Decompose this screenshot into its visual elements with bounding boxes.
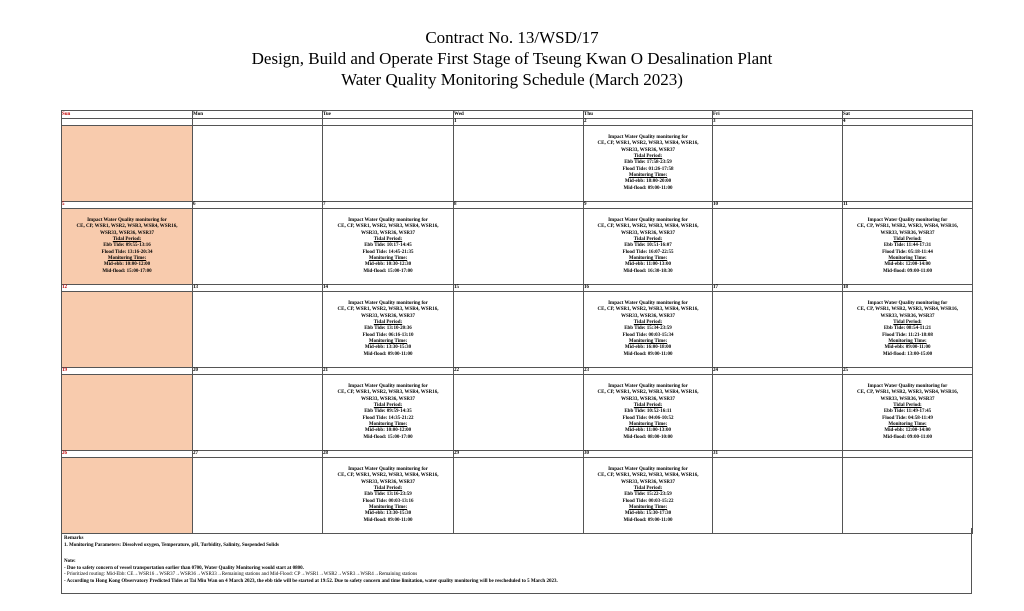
event-line3: WSR33, WSR36, WSR37 [880,313,935,319]
event-line2: CE, CP, WSR1, WSR2, WSR3, WSR4, WSR16, [597,224,699,230]
event-midebb: Mid-ebb: 13:30-15:30 [364,511,412,517]
event-flood: Flood Tide: 00:03-13:16 [362,498,414,504]
monitoring-event [584,301,712,358]
event-midebb: Mid-ebb: 12:00-14:00 [884,428,931,434]
event-ebb: Ebb Tide: 13:16-23:59 [364,492,412,498]
event-monitor-label: Monitoring Time: [628,172,668,178]
event-line2: CE, CP, WSR1, WSR2, WSR3, WSR4, WSR16, [857,307,958,313]
event-ebb: Ebb Tide: 09:59-14:35 [364,409,412,415]
date-number: 9 [584,202,713,209]
event-monitor-label: Monitoring Time: [888,421,927,427]
event-line2: CE, CP, WSR1, WSR2, WSR3, WSR4, WSR16, [857,390,958,396]
event-line3: WSR33, WSR36, WSR37 [621,147,675,153]
event-line1: Impact Water Quality monitoring for [867,384,948,390]
note-1: - Due to safety concern of vessel transportation earlier than 0700, Water Quality Monitoring would start at 0800. [64,565,304,571]
event-midflood: Mid-flood: 09:00-11:00 [882,268,933,274]
date-number: 31 [713,451,843,458]
date-number: 29 [454,451,584,458]
event-midflood: Mid-flood: 15:00-17:00 [363,434,413,440]
day-cell [193,375,323,451]
monitoring-event [584,218,712,275]
event-flood: Flood Tide: 05:18-11:44 [882,249,933,255]
remarks-heading: Remarks [64,536,84,541]
event-midflood: Mid-flood: 15:00-17:00 [363,268,413,274]
event-line2: CE, CP, WSR1, WSR2, WSR3, WSR4, WSR16, [597,141,699,147]
day-cell [62,292,193,368]
date-number [843,451,973,458]
date-number: 3 [713,119,843,126]
day-cell [843,209,973,285]
date-number: 8 [454,202,584,209]
event-tidal-label: Tidal Period: [112,237,142,243]
day-cell [193,126,323,202]
event-monitor-label: Monitoring Time: [368,255,408,261]
monitoring-event [584,467,712,524]
event-line3: WSR33, WSR36, WSR37 [621,313,675,319]
event-midflood: Mid-flood: 09:00-11:00 [623,517,673,523]
remarks-item-1: 1. Monitoring Parameters: Dissolved oxygen, Temperature, pH, Turbidity, Salinity, Suspended Solids [64,542,279,548]
event-monitor-label: Monitoring Time: [107,255,147,261]
event-line2: CE, CP, WSR1, WSR2, WSR3, WSR4, WSR16, [337,473,439,479]
date-number: 15 [454,285,584,292]
event-line3: WSR33, WSR36, WSR37 [621,479,675,485]
event-line2: CE, CP, WSR1, WSR2, WSR3, WSR4, WSR16, [597,390,699,396]
date-number: 7 [323,202,454,209]
weekday-header-thu: Thu [584,111,713,119]
monitoring-calendar [61,110,973,534]
day-cell [713,292,843,368]
event-midflood: Mid-flood: 09:00-11:00 [623,185,673,191]
date-number: 26 [62,451,193,458]
day-cell [323,458,454,534]
event-line1: Impact Water Quality monitoring for [348,301,428,307]
date-number: 24 [713,368,843,375]
day-cell [843,126,973,202]
document-title [0,27,1024,90]
event-ebb: Ebb Tide: 17:58-23:59 [624,160,672,166]
date-number [62,119,193,126]
event-line2: CE, CP, WSR1, WSR2, WSR3, WSR4, WSR16, [76,224,178,230]
weekday-header-row [62,111,973,119]
event-ebb: Ebb Tide: 10:17-14:45 [364,243,412,249]
event-monitor-label: Monitoring Time: [628,421,668,427]
event-line2: CE, CP, WSR1, WSR2, WSR3, WSR4, WSR16, [857,224,958,230]
monitoring-event [584,135,712,192]
event-monitor-label: Monitoring Time: [888,338,927,344]
date-number: 25 [843,368,973,375]
title-line-3: Water Quality Monitoring Schedule (March 2023) [341,70,683,89]
event-midflood: Mid-flood: 16:30-18:30 [623,268,673,274]
event-midebb: Mid-ebb: 15:30-17:30 [624,511,672,517]
date-number-row [62,202,973,209]
day-cell [323,126,454,202]
event-line2: CE, CP, WSR1, WSR2, WSR3, WSR4, WSR16, [337,390,439,396]
date-number: 5 [62,202,193,209]
event-flood: Flood Tide: 14:35-21:22 [362,415,414,421]
event-monitor-label: Monitoring Time: [628,255,668,261]
event-line1: Impact Water Quality monitoring for [608,301,688,307]
event-midebb: Mid-ebb: 10:30-12:30 [364,262,412,268]
day-cell [584,126,713,202]
event-monitor-label: Monitoring Time: [628,338,668,344]
event-tidal-label: Tidal Period: [633,320,663,326]
day-cell [323,292,454,368]
date-number: 11 [843,202,973,209]
date-number: 13 [193,285,323,292]
day-cell [843,292,973,368]
event-line1: Impact Water Quality monitoring for [87,218,167,224]
remarks-section [61,528,972,594]
date-number-row [62,285,973,292]
event-line1: Impact Water Quality monitoring for [608,218,688,224]
weekday-header-wed: Wed [454,111,584,119]
event-tidal-label: Tidal Period: [893,320,922,326]
monitoring-event [584,384,712,441]
event-midebb: Mid-ebb: 12:00-14:00 [884,262,931,268]
note-3: - According to Hong Kong Observatory Predicted Tides at Tai Miu Wan on 4 March 2023, the ebb tide will be started at 19:52. Due to safety concern and time limitation, water quality monitoring will be rescheduled to 5 March 2023. [64,578,558,584]
day-cell [454,292,584,368]
day-cell [584,292,713,368]
event-line3: WSR33, WSR36, WSR37 [361,396,415,402]
date-number: 21 [323,368,454,375]
monitoring-event [843,384,972,441]
event-midflood: Mid-flood: 09:00-11:00 [363,351,413,357]
date-number: 14 [323,285,454,292]
event-ebb: Ebb Tide: 10:52-16:11 [624,409,672,415]
date-number-row [62,368,973,375]
date-number: 27 [193,451,323,458]
event-tidal-label: Tidal Period: [373,320,403,326]
event-midebb: Mid-ebb: 09:00-11:00 [884,345,931,351]
event-midebb: Mid-ebb: 11:00-13:00 [625,428,671,434]
schedule-row [62,292,973,368]
event-line3: WSR33, WSR36, WSR37 [100,230,154,236]
event-flood: Flood Tide: 04:06-10:52 [622,415,674,421]
day-cell [454,126,584,202]
event-midebb: Mid-ebb: 18:00-20:00 [624,179,672,185]
event-monitor-label: Monitoring Time: [368,504,408,510]
event-tidal-label: Tidal Period: [373,237,403,243]
date-number-row [62,119,973,126]
event-tidal-label: Tidal Period: [373,486,403,492]
event-ebb: Ebb Tide: 15:22-23:59 [624,492,672,498]
title-line-1: Contract No. 13/WSD/17 [425,28,599,47]
date-number: 22 [454,368,584,375]
event-line3: WSR33, WSR36, WSR37 [621,396,675,402]
event-flood: Flood Tide: 01:26-17:58 [622,166,674,172]
day-cell [193,458,323,534]
event-flood: Flood Tide: 11:21-18:08 [882,332,933,338]
event-ebb: Ebb Tide: 10:51-16:07 [624,243,672,249]
day-cell [454,209,584,285]
event-flood: Flood Tide: 00:03-15:34 [622,332,674,338]
schedule-row [62,375,973,451]
event-tidal-label: Tidal Period: [893,237,922,243]
date-number [323,119,454,126]
weekday-header-fri: Fri [713,111,843,119]
date-number: 1 [454,119,584,126]
event-line3: WSR33, WSR36, WSR37 [361,313,415,319]
event-line2: CE, CP, WSR1, WSR2, WSR3, WSR4, WSR16, [337,307,439,313]
event-tidal-label: Tidal Period: [633,154,663,160]
event-flood: Flood Tide: 04:58-11:49 [882,415,933,421]
date-number: 18 [843,285,973,292]
date-number: 2 [584,119,713,126]
day-cell [843,375,973,451]
event-flood: Flood Tide: 06:16-13:10 [362,332,414,338]
date-number: 30 [584,451,713,458]
event-line1: Impact Water Quality monitoring for [608,384,688,390]
event-midflood: Mid-flood: 09:00-11:00 [623,351,673,357]
event-tidal-label: Tidal Period: [373,403,403,409]
weekday-header-tue: Tue [323,111,454,119]
day-cell [62,126,193,202]
day-cell [454,458,584,534]
event-midebb: Mid-ebb: 13:30-15:30 [364,345,412,351]
date-number: 19 [62,368,193,375]
event-flood: Flood Tide: 00:03-15:22 [622,498,674,504]
monitoring-event [62,218,192,275]
event-tidal-label: Tidal Period: [893,403,922,409]
date-number: 12 [62,285,193,292]
date-number: 20 [193,368,323,375]
event-line1: Impact Water Quality monitoring for [608,135,688,141]
monitoring-event [843,301,972,358]
day-cell [713,375,843,451]
event-ebb: Ebb Tide: 15:34-23:59 [624,326,672,332]
event-line2: CE, CP, WSR1, WSR2, WSR3, WSR4, WSR16, [597,473,699,479]
monitoring-event [323,218,453,275]
title-line-2: Design, Build and Operate First Stage of Tseung Kwan O Desalination Plant [251,49,773,68]
weekday-header-mon: Mon [193,111,323,119]
event-ebb: Ebb Tide: 09:55-13:16 [103,243,151,249]
event-line1: Impact Water Quality monitoring for [867,301,948,307]
event-line1: Impact Water Quality monitoring for [608,467,688,473]
date-number: 4 [843,119,973,126]
event-tidal-label: Tidal Period: [633,486,663,492]
date-number: 17 [713,285,843,292]
event-tidal-label: Tidal Period: [633,237,663,243]
event-midflood: Mid-flood: 09:00-11:00 [882,434,933,440]
schedule-row [62,126,973,202]
event-line2: CE, CP, WSR1, WSR2, WSR3, WSR4, WSR16, [337,224,439,230]
event-tidal-label: Tidal Period: [633,403,663,409]
date-number-row [62,451,973,458]
event-line1: Impact Water Quality monitoring for [348,384,428,390]
event-midebb: Mid-ebb: 11:00-13:00 [625,262,671,268]
event-flood: Flood Tide: 14:45-21:35 [362,249,414,255]
day-cell [713,209,843,285]
date-number [193,119,323,126]
event-line1: Impact Water Quality monitoring for [348,467,428,473]
note-2: - Prioritized routing: Mid-Ebb: CE→WSR16→WSR37→WSR36→WSR33→Remaining stations and Mid-Flood: CP→WSR1→WSR2→WSR3→WSR4→Remaining stations [64,572,418,577]
weekday-header-sat: Sat [843,111,973,119]
event-midflood: Mid-flood: 09:00-11:00 [363,517,413,523]
event-ebb: Ebb Tide: 13:10-20:36 [364,326,412,332]
date-number: 10 [713,202,843,209]
schedule-row [62,458,973,534]
monitoring-event [843,218,972,275]
day-cell [454,375,584,451]
event-ebb: Ebb Tide: 11:49-17:45 [883,409,932,415]
monitoring-event [323,467,453,524]
event-midebb: Mid-ebb: 10:00-12:00 [103,262,151,268]
monitoring-event [323,384,453,441]
event-flood: Flood Tide: 16:07-22:55 [622,249,674,255]
weekday-header-sun: Sun [62,111,193,119]
day-cell [584,458,713,534]
day-cell [323,375,454,451]
event-midflood: Mid-flood: 15:00-17:00 [102,268,152,274]
day-cell [584,375,713,451]
day-cell [713,126,843,202]
event-line1: Impact Water Quality monitoring for [348,218,428,224]
day-cell [713,458,843,534]
event-line3: WSR33, WSR36, WSR37 [880,230,935,236]
date-number: 16 [584,285,713,292]
day-cell [62,209,193,285]
event-line3: WSR33, WSR36, WSR37 [621,230,675,236]
event-midebb: Mid-ebb: 16:00-18:00 [624,345,672,351]
date-number: 6 [193,202,323,209]
event-midflood: Mid-flood: 13:00-15:00 [882,351,933,357]
monitoring-event [323,301,453,358]
day-cell [843,458,973,534]
event-ebb: Ebb Tide: 11:44-17:31 [883,243,932,249]
event-line2: CE, CP, WSR1, WSR2, WSR3, WSR4, WSR16, [597,307,699,313]
event-ebb: Ebb Tide: 08:54-11:21 [883,326,932,332]
day-cell [323,209,454,285]
note-heading: Note: [64,559,76,564]
event-monitor-label: Monitoring Time: [628,504,668,510]
day-cell [62,375,193,451]
date-number: 23 [584,368,713,375]
schedule-row [62,209,973,285]
event-monitor-label: Monitoring Time: [368,421,408,427]
event-monitor-label: Monitoring Time: [888,255,927,261]
day-cell [584,209,713,285]
event-midebb: Mid-ebb: 10:00-12:00 [364,428,412,434]
event-line3: WSR33, WSR36, WSR37 [361,230,415,236]
event-line3: WSR33, WSR36, WSR37 [880,396,935,402]
event-line1: Impact Water Quality monitoring for [867,218,948,224]
day-cell [193,209,323,285]
event-midflood: Mid-flood: 08:00-10:00 [623,434,673,440]
day-cell [193,292,323,368]
date-number: 28 [323,451,454,458]
event-line3: WSR33, WSR36, WSR37 [361,479,415,485]
day-cell [62,458,193,534]
event-flood: Flood Tide: 13:16-20:34 [101,249,153,255]
event-monitor-label: Monitoring Time: [368,338,408,344]
